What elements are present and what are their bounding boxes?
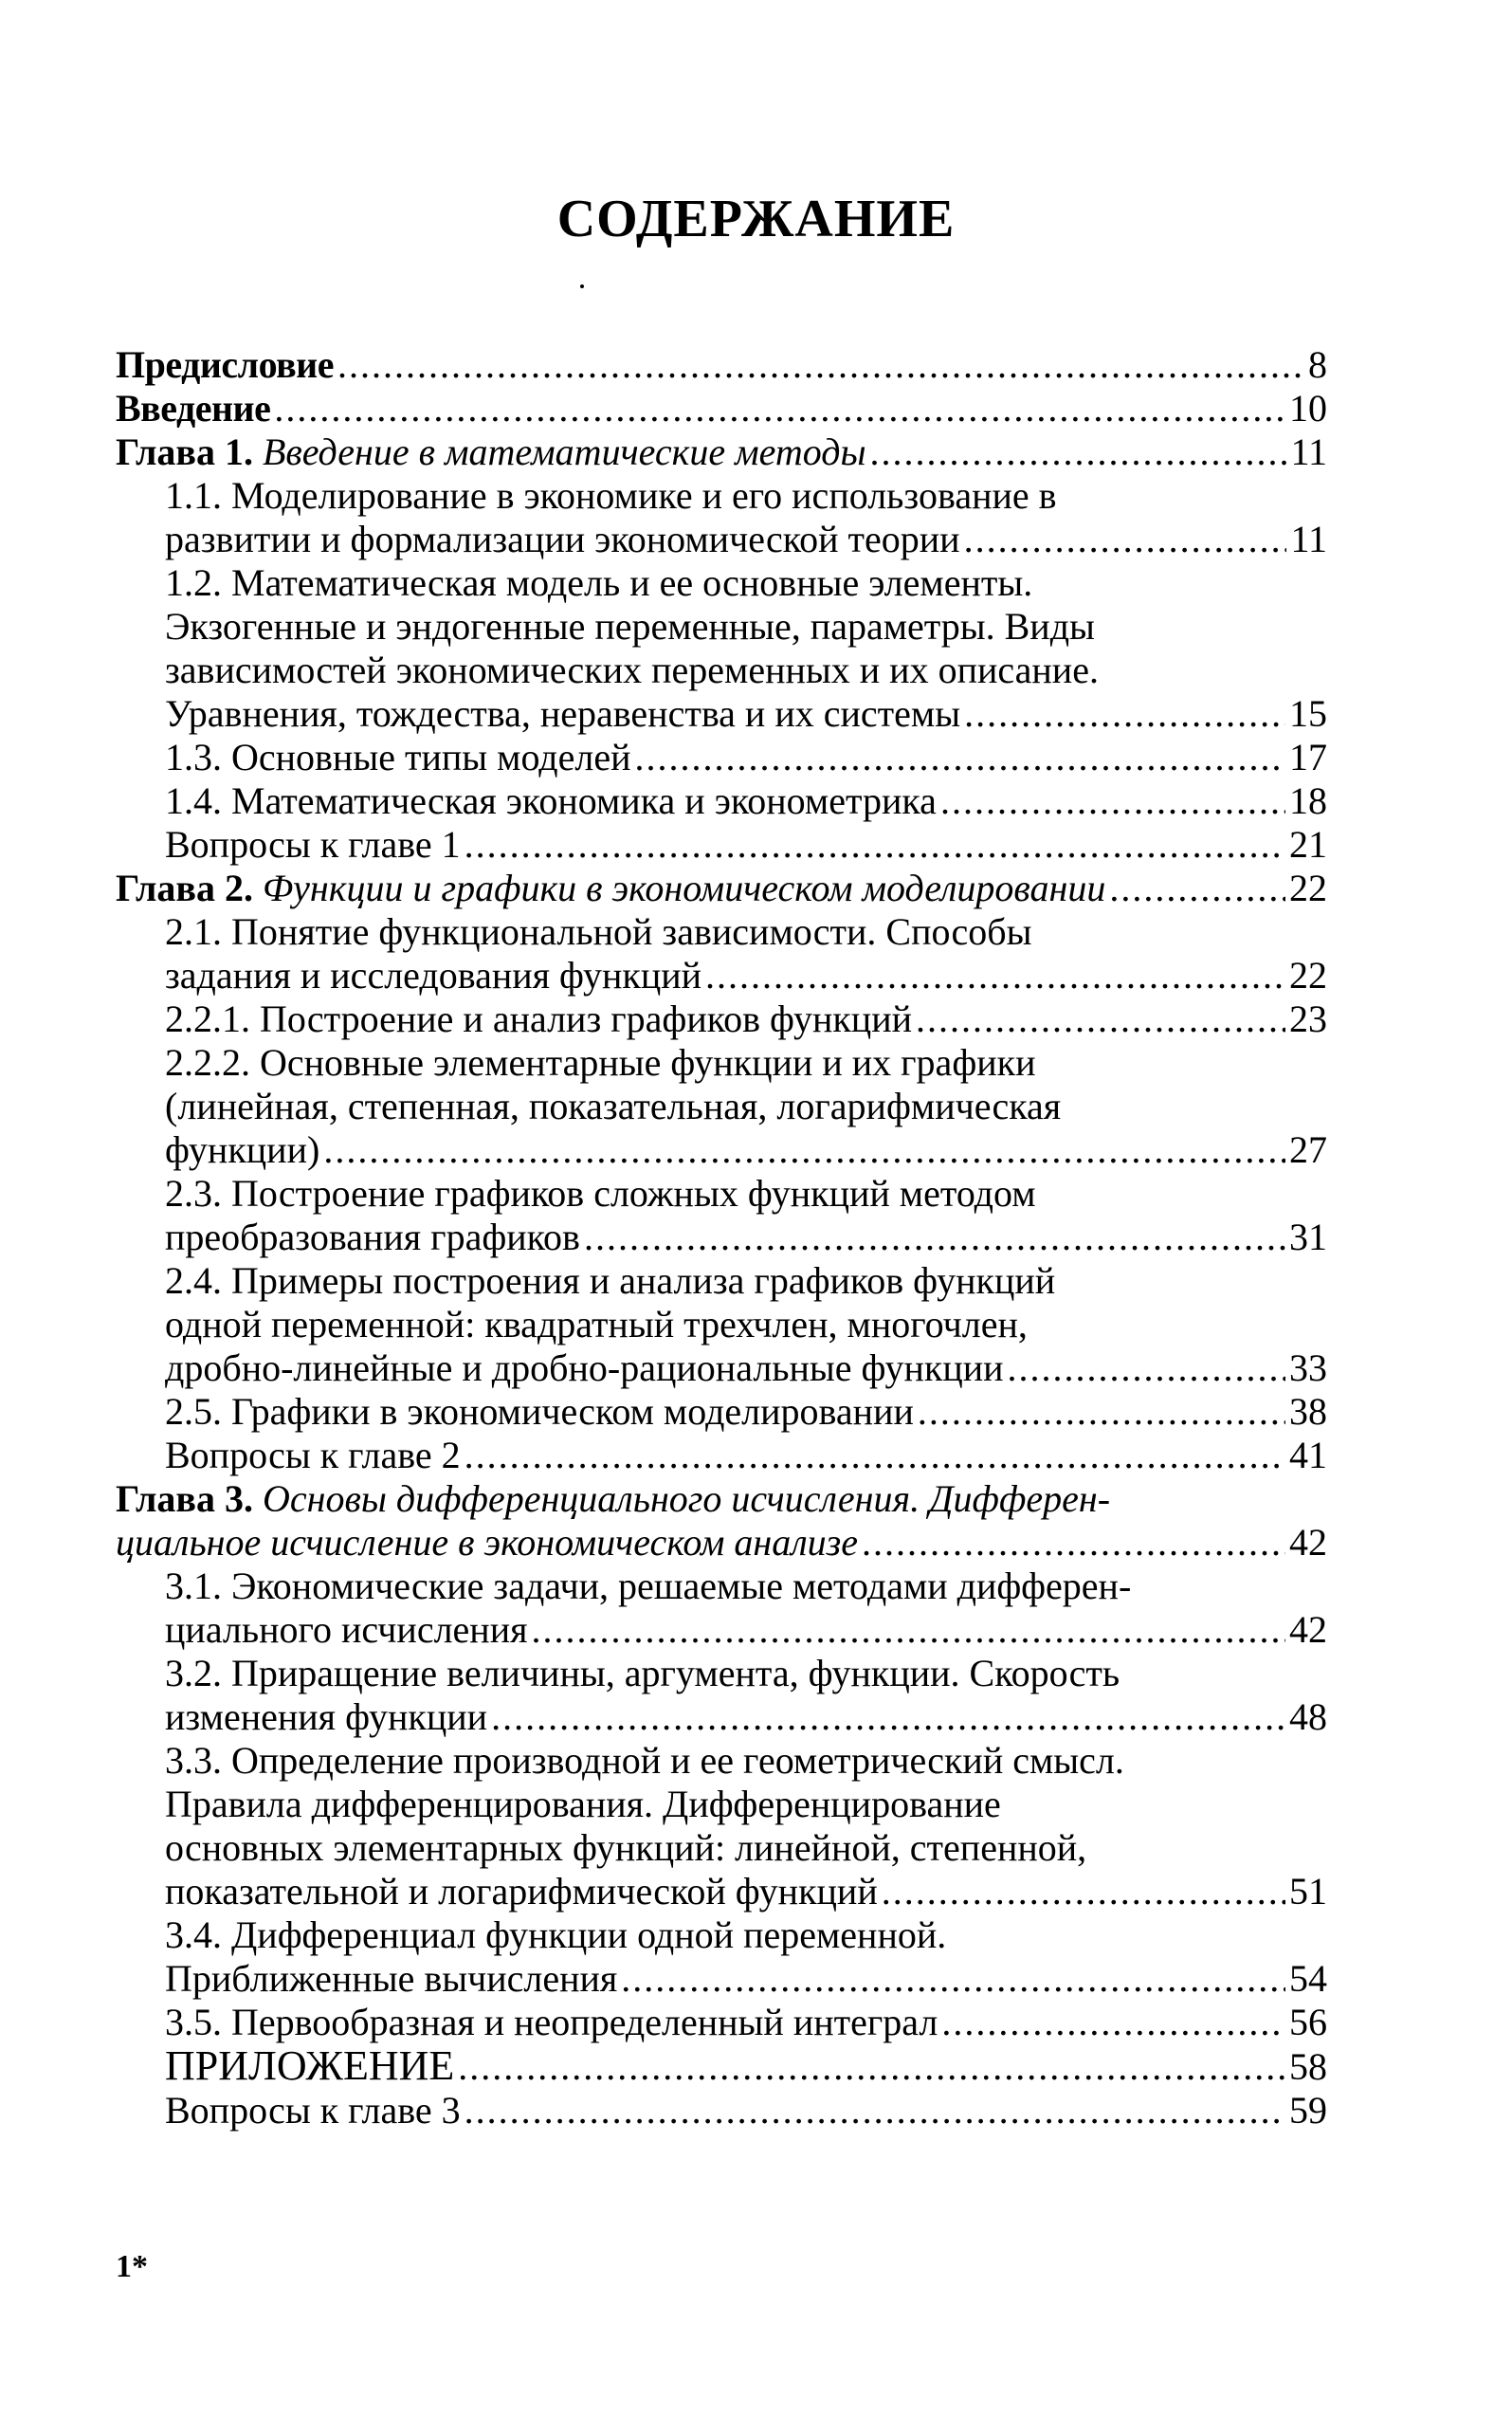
toc-entry-questions-3[interactable]: [116, 2089, 1327, 2132]
toc-entry-2-2-2[interactable]: [116, 1041, 1327, 1172]
toc-entry-line: 2.2.2. Основные элементарные функции и их графики: [165, 1041, 1036, 1084]
leader-dots: [337, 343, 1304, 387]
toc-page-number: 27: [1289, 1128, 1327, 1171]
toc-page-number: 33: [1289, 1346, 1327, 1389]
toc-page-number: 54: [1289, 1957, 1327, 2000]
toc-entry-2-1[interactable]: [116, 910, 1327, 998]
toc-entry-line: 2.3. Построение графиков сложных функций методом: [165, 1172, 1036, 1215]
toc-page-number: 58: [1289, 2045, 1327, 2088]
toc-entry-1-1[interactable]: [116, 474, 1327, 561]
leader-dots: [584, 1216, 1285, 1259]
toc-entry-title: 3.5. Первообразная и неопределенный интеграл: [165, 2001, 938, 2043]
scan-speck: [580, 284, 584, 288]
toc-entry-title: 2.5. Графики в экономическом моделировании: [165, 1390, 914, 1433]
chapter-title: циальное исчисление в экономическом анализе: [116, 1521, 859, 1564]
toc-entry-line: дробно-линейные и дробно-рациональные функции: [165, 1346, 1004, 1389]
chapter-title: Функции и графики в экономическом моделировании: [262, 867, 1106, 909]
toc-page-number: 10: [1289, 387, 1327, 430]
chapter-label: Глава 3.: [116, 1477, 253, 1520]
toc-entry-1-4[interactable]: [116, 779, 1327, 823]
chapter-label: Глава 2.: [116, 867, 253, 909]
toc-page-number: 22: [1289, 954, 1327, 997]
toc-entry-line: преобразования графиков: [165, 1216, 580, 1258]
chapter-title: Введение в математические методы: [262, 430, 866, 473]
leader-dots: [1008, 1346, 1285, 1390]
toc-page-number: 23: [1289, 998, 1327, 1040]
toc-page-number: 22: [1289, 867, 1327, 909]
leader-dots: [532, 1608, 1286, 1652]
toc-entry-title: 1.3. Основные типы моделей: [165, 736, 631, 778]
toc-page-number: 59: [1289, 2089, 1327, 2132]
chapter-title: Основы дифференциального исчисления. Дифферен-: [262, 1477, 1111, 1520]
leader-dots: [323, 1128, 1285, 1172]
toc-entry-line: 3.3. Определение производной и ее геометрический смысл.: [165, 1739, 1124, 1782]
toc-entry-title: 1.4. Математическая экономика и эконометрика: [165, 779, 937, 822]
toc-entry-title: Предисловие: [116, 343, 334, 386]
page-title: СОДЕРЖАНИЕ: [556, 190, 956, 248]
toc-entry-line: (линейная, степенная, показательная, логарифмическая: [165, 1085, 1062, 1127]
toc-entry-line: функции): [165, 1128, 320, 1171]
toc-entry-chapter-1[interactable]: [116, 430, 1327, 474]
toc-entry-line: 3.4. Дифференциал функции одной переменной.: [165, 1913, 947, 1956]
toc-entry-line: 1.2. Математическая модель и ее основные элементы.: [165, 561, 1033, 604]
leader-dots: [918, 1390, 1285, 1434]
chapter-label: Глава 1.: [116, 430, 253, 473]
leader-dots: [862, 1521, 1285, 1565]
toc-entry-appendix[interactable]: [116, 2044, 1327, 2089]
toc-entry-questions-1[interactable]: [116, 823, 1327, 867]
toc-page-number: 38: [1289, 1390, 1327, 1433]
leader-dots: [1109, 867, 1285, 910]
leader-dots: [635, 736, 1285, 779]
toc-entry-questions-2[interactable]: [116, 1434, 1327, 1477]
leader-dots: [941, 2001, 1285, 2044]
toc-entry-preface[interactable]: [116, 343, 1327, 387]
toc-entry-chapter-3[interactable]: [116, 1477, 1327, 1565]
toc-entry-3-1[interactable]: [116, 1565, 1327, 1652]
toc-entry-title: Вопросы к главе 1: [165, 823, 461, 866]
toc-page-number: 41: [1289, 1434, 1327, 1476]
toc-entry-line: Правила дифференцирования. Дифференцирование: [165, 1783, 1001, 1825]
toc-entry-title: Введение: [116, 387, 271, 430]
toc-entry-line: основных элементарных функций: линейной, степенной,: [165, 1826, 1087, 1869]
leader-dots: [491, 1695, 1285, 1739]
toc-page-number: 48: [1289, 1695, 1327, 1738]
toc-entry-2-4[interactable]: [116, 1259, 1327, 1390]
toc-entry-line: изменения функции: [165, 1695, 488, 1738]
toc-entry-line: Экзогенные и эндогенные переменные, параметры. Виды: [165, 605, 1095, 648]
leader-dots: [916, 998, 1285, 1041]
leader-dots: [465, 2089, 1285, 2132]
toc-entry-line: 1.1. Моделирование в экономике и его использование в: [165, 474, 1057, 517]
toc-entry-3-2[interactable]: [116, 1652, 1327, 1739]
table-of-contents: [116, 343, 1327, 2132]
toc-entry-line: 3.2. Приращение величины, аргумента, функции. Скорость: [165, 1652, 1120, 1694]
toc-entry-chapter-2[interactable]: [116, 867, 1327, 910]
leader-dots: [882, 1870, 1285, 1913]
toc-entry-line: Приближенные вычисления: [165, 1957, 618, 2000]
toc-page-number: 31: [1289, 1216, 1327, 1258]
toc-entry-title: ПРИЛОЖЕНИЕ: [165, 2042, 455, 2089]
toc-entry-1-2[interactable]: [116, 561, 1327, 736]
toc-entry-title: 2.2.1. Построение и анализ графиков функций: [165, 998, 913, 1040]
toc-entry-title: Вопросы к главе 2: [165, 1434, 461, 1476]
leader-dots: [465, 1434, 1285, 1477]
toc-page-number: 51: [1289, 1870, 1327, 1913]
toc-entry-3-4[interactable]: [116, 1913, 1327, 2001]
toc-entry-line: 2.1. Понятие функциональной зависимости. Способы: [165, 910, 1032, 953]
toc-entry-title: Вопросы к главе 3: [165, 2089, 461, 2132]
toc-page-number: 15: [1289, 692, 1327, 735]
toc-entry-3-3[interactable]: [116, 1739, 1327, 1913]
toc-entry-line: развитии и формализации экономической теории: [165, 518, 960, 560]
leader-dots: [964, 692, 1285, 736]
toc-entry-line: 3.1. Экономические задачи, решаемые методами дифферен-: [165, 1565, 1132, 1607]
toc-page-number: 42: [1289, 1608, 1327, 1651]
toc-entry-3-5[interactable]: [116, 2001, 1327, 2044]
toc-entry-line: задания и исследования функций: [165, 954, 702, 997]
toc-page-number: 11: [1290, 518, 1327, 560]
toc-entry-line: показательной и логарифмической функций: [165, 1870, 878, 1913]
toc-entry-line: 2.4. Примеры построения и анализа графиков функций: [165, 1259, 1056, 1302]
signature-mark: 1*: [116, 2249, 148, 2284]
leader-dots: [274, 387, 1285, 430]
toc-entry-line: зависимостей экономических переменных и их описание.: [165, 649, 1099, 691]
leader-dots: [964, 518, 1287, 561]
toc-page-number: 11: [1290, 430, 1327, 473]
toc-entry-line: циального исчисления: [165, 1608, 528, 1651]
toc-entry-line: одной переменной: квадратный трехчлен, многочлен,: [165, 1303, 1028, 1345]
leader-dots: [940, 779, 1285, 823]
leader-dots: [621, 1957, 1285, 2001]
toc-page-number: 17: [1289, 736, 1327, 778]
toc-page-number: 8: [1308, 343, 1327, 386]
toc-page-number: 21: [1289, 823, 1327, 866]
toc-entry-2-3[interactable]: [116, 1172, 1327, 1259]
toc-page-number: 56: [1289, 2001, 1327, 2043]
leader-dots: [870, 430, 1287, 474]
leader-dots: [458, 2045, 1285, 2089]
toc-page-number: 42: [1289, 1521, 1327, 1564]
toc-entry-intro[interactable]: [116, 387, 1327, 430]
leader-dots: [465, 823, 1285, 867]
toc-entry-2-2-1[interactable]: [116, 998, 1327, 1041]
toc-page-number: 18: [1289, 779, 1327, 822]
toc-entry-2-5[interactable]: [116, 1390, 1327, 1434]
leader-dots: [705, 954, 1285, 998]
toc-entry-1-3[interactable]: [116, 736, 1327, 779]
toc-entry-line: Уравнения, тождества, неравенства и их системы: [165, 692, 961, 735]
